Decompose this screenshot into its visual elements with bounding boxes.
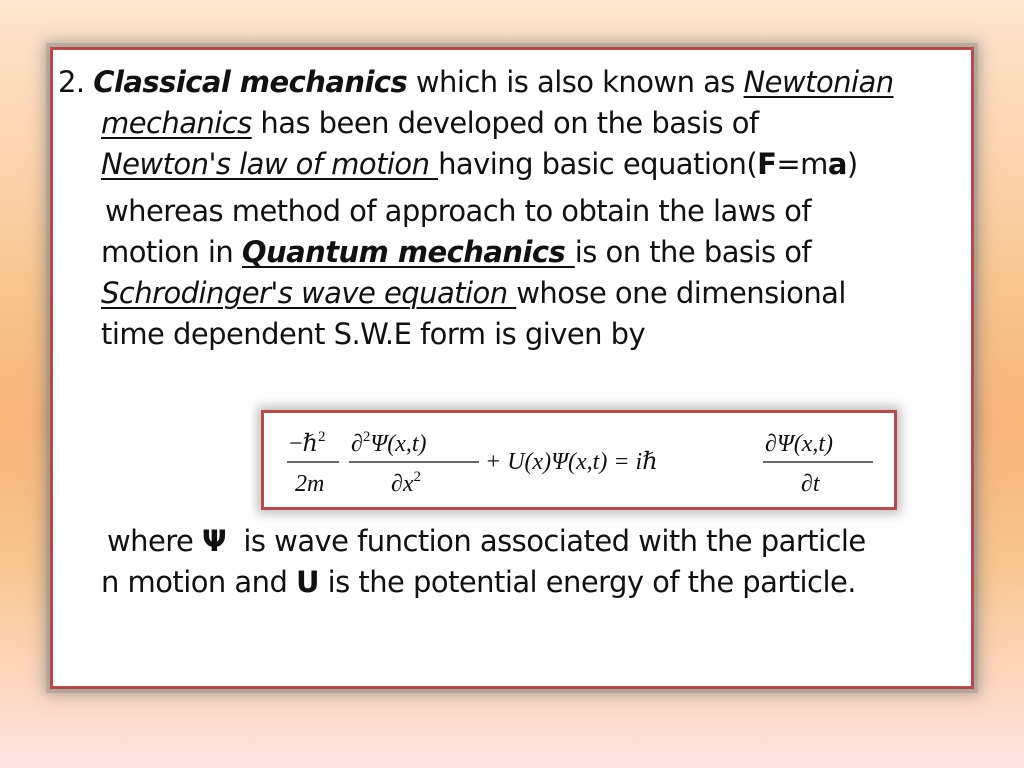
frac1-denominator: 2m [295,471,325,497]
term-mechanics: mechanics [101,106,252,140]
text-span: time dependent S.W.E form is given by [101,317,646,351]
text-span: which is also known as [407,65,744,99]
text-span: motion in [101,235,242,269]
text-span: whereas method of approach to obtain the laws of [105,194,811,228]
text-span: has been developed on the basis of [251,106,759,140]
paragraph-quantum-mechanics [58,191,958,355]
text-span: ) [846,147,858,181]
frac3-numerator: ∂Ψ(x,t) [765,431,834,457]
symbol-acceleration: a [827,147,847,181]
frac2-denominator: $\partial x^2$ [391,469,422,497]
frac2-numerator: ∂$^2$Ψ(x,t) [351,429,427,457]
symbol-u: U [296,565,319,599]
equation-box [261,410,897,510]
text-span: is the potential energy of the particle. [319,565,856,599]
text-span: is wave function associated with the particle [226,524,866,558]
text-span: =m [776,147,828,181]
term-quantum-mechanics: Quantum mechanics [241,235,575,269]
schrodinger-equation [279,416,879,504]
term-classical-mechanics: Classical mechanics [93,65,408,99]
body-text [58,62,958,355]
term-newtons-law: Newton's law of motion [101,147,439,181]
term-newtonian: Newtonian [743,65,894,99]
symbol-psi: Ψ [202,524,227,558]
equation-middle: + U(x)Ψ(x,t) = iℏ [485,449,658,475]
frac3-denominator: ∂t [801,471,820,497]
text-span: having basic equation( [438,147,758,181]
text-span: whose one dimensional [516,276,846,310]
list-number: 2. [58,65,94,99]
text-span: is on the basis of [574,235,812,269]
paragraph-wave-function [58,521,958,603]
term-schrodinger-equation: Schrodinger's wave equation [101,276,517,310]
symbol-force: F [757,147,777,181]
text-span: where [107,524,202,558]
paragraph-classical-mechanics [58,62,958,185]
text-span: n motion and [101,565,296,599]
frac1-numerator: −ℏ$^2$ [289,429,326,457]
